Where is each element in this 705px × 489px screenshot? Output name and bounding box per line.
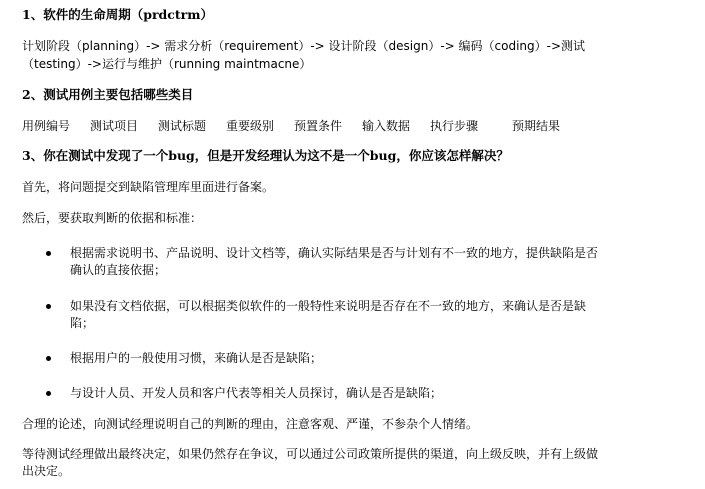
bullet-icon xyxy=(46,251,51,256)
category-item: 执行步骤 xyxy=(430,119,479,133)
paragraph-reasoning: 合理的论述，向测试经理说明自己的判断的理由，注意客观、严谨，不参杂个人情绪。 xyxy=(22,417,479,431)
bullet-icon xyxy=(46,304,51,309)
bullet-icon xyxy=(46,391,51,396)
bullet-icon xyxy=(46,356,51,361)
section3-heading: 3、你在测试中发现了一个bug，但是开发经理认为这不是一个bug，你应该怎样解决？ xyxy=(22,148,509,163)
section2-heading: 2、测试用例主要包括哪些类目 xyxy=(22,87,194,102)
list-item-text: 根据需求说明书、产品说明、设计文档等，确认实际结果是否与计划有不一致的地方，提供缺陷是否确认的直接依据； xyxy=(70,246,599,277)
list-item-text: 如果没有文档依据，可以根据类似软件的一般特性来说明是否存在不一致的地方，来确认是否是缺陷； xyxy=(70,299,587,330)
category-item: 输入数据 xyxy=(362,119,411,133)
paragraph-then: 然后，要获取判断的依据和标准： xyxy=(22,211,203,225)
category-item: 预期结果 xyxy=(512,119,561,133)
category-item: 重要级别 xyxy=(226,119,275,133)
lifecycle-line-1: 计划阶段（planning）-> 需求分析（requirement）-> 设计阶段（design）-> 编码（coding）->测试 xyxy=(22,39,586,53)
category-item: 测试项目 xyxy=(90,119,139,133)
list-item-text: 根据用户的一般使用习惯，来确认是否是缺陷； xyxy=(70,351,323,365)
category-item: 测试标题 xyxy=(158,119,207,133)
category-item: 预置条件 xyxy=(294,119,343,133)
paragraph-decision: 等待测试经理做出最终决定，如果仍然存在争议，可以通过公司政策所提供的渠道，向上级反映，并有上级做出决定。 xyxy=(22,447,599,478)
paragraph-first: 首先，将问题提交到缺陷管理库里面进行备案。 xyxy=(22,180,275,194)
list-item-text: 与设计人员、开发人员和客户代表等相关人员探讨，确认是否是缺陷； xyxy=(70,386,443,400)
lifecycle-line-2: （testing）->运行与维护（running maintmacne） xyxy=(22,57,312,71)
category-item: 用例编号 xyxy=(22,119,71,133)
section1-heading: 1、软件的生命周期（prdctrm） xyxy=(22,7,213,22)
